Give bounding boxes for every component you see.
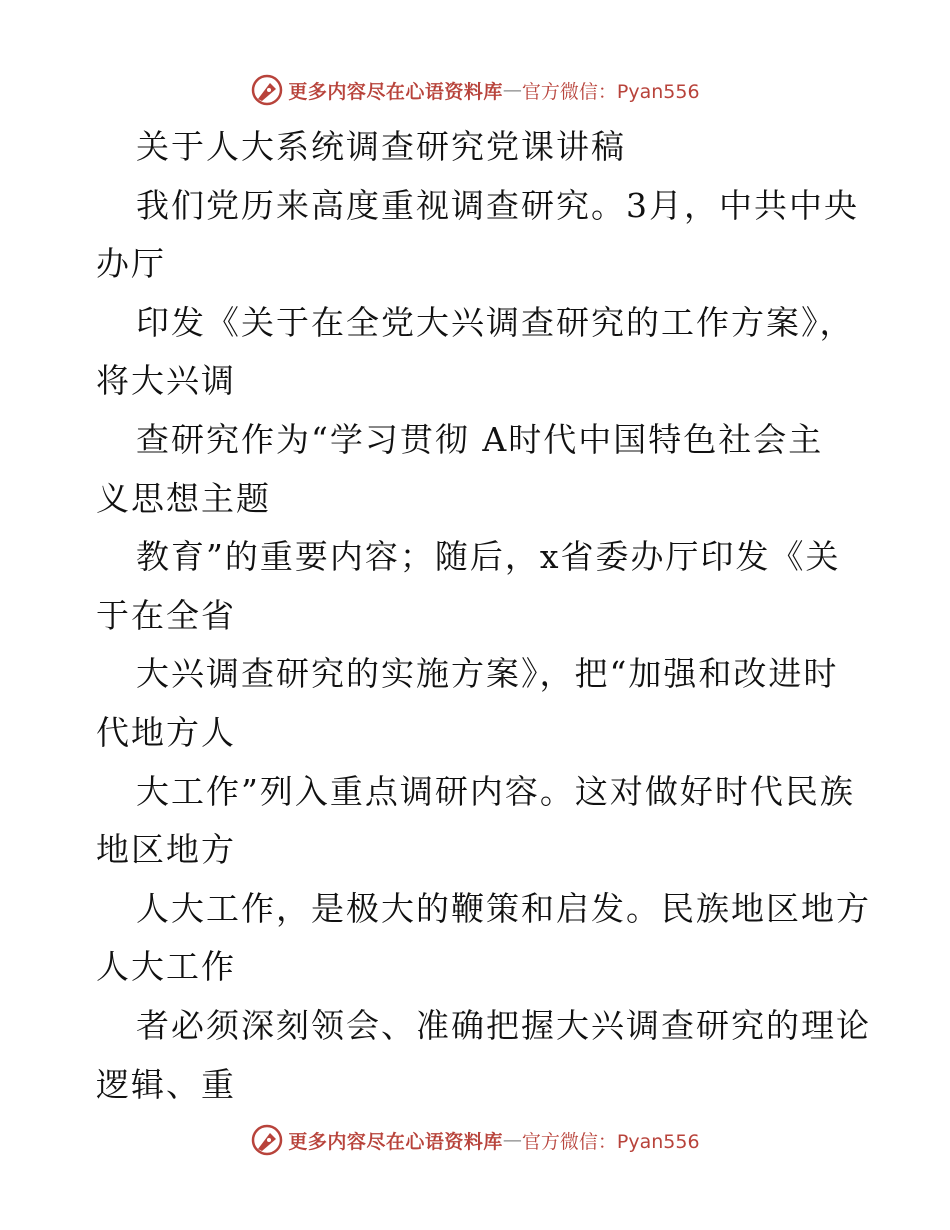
body-line: 代地方人 <box>96 712 236 752</box>
body-line: 我们党历来高度重视调查研究。3月，中共中央 <box>136 185 859 225</box>
watermark-separator: — <box>502 1129 522 1151</box>
body-line: 人大工作，是极大的鞭策和启发。民族地区地方 <box>136 888 871 928</box>
body-line: 大工作”列入重点调研内容。这对做好时代民族 <box>136 771 855 811</box>
watermark-separator: — <box>502 79 522 101</box>
body-line: 者必须深刻领会、准确把握大兴调查研究的理论 <box>136 1005 871 1045</box>
body-line: 地区地方 <box>96 830 236 870</box>
watermark-main-text: 更多内容尽在心语资料库 <box>288 1130 503 1153</box>
body-line: 大兴调查研究的实施方案》，把“加强和改进时 <box>136 654 839 694</box>
pen-nib-logo-icon <box>250 73 284 107</box>
watermark-wechat-text: 官方微信：Pyan556 <box>521 1130 700 1153</box>
body-line: 将大兴调 <box>96 361 236 401</box>
footer-watermark <box>0 1120 950 1160</box>
document-title: 关于人大系统调查研究党课讲稿 <box>136 127 626 166</box>
header-watermark <box>0 70 950 110</box>
body-line: 逻辑、重 <box>96 1064 236 1104</box>
body-line: 教育”的重要内容；随后，x省委办厅印发《关 <box>136 537 841 577</box>
body-line: 办厅 <box>96 244 166 284</box>
watermark-main-text: 更多内容尽在心语资料库 <box>288 80 503 103</box>
watermark-wechat-text: 官方微信：Pyan556 <box>521 80 700 103</box>
body-line: 于在全省 <box>96 595 236 635</box>
pen-nib-logo-icon <box>250 1123 284 1157</box>
document-body <box>96 118 876 1114</box>
body-line: 印发《关于在全党大兴调查研究的工作方案》， <box>136 302 855 342</box>
body-line: 查研究作为“学习贯彻 A时代中国特色社会主 <box>136 419 824 459</box>
body-line: 义思想主题 <box>96 478 271 518</box>
body-line: 人大工作 <box>96 947 236 987</box>
